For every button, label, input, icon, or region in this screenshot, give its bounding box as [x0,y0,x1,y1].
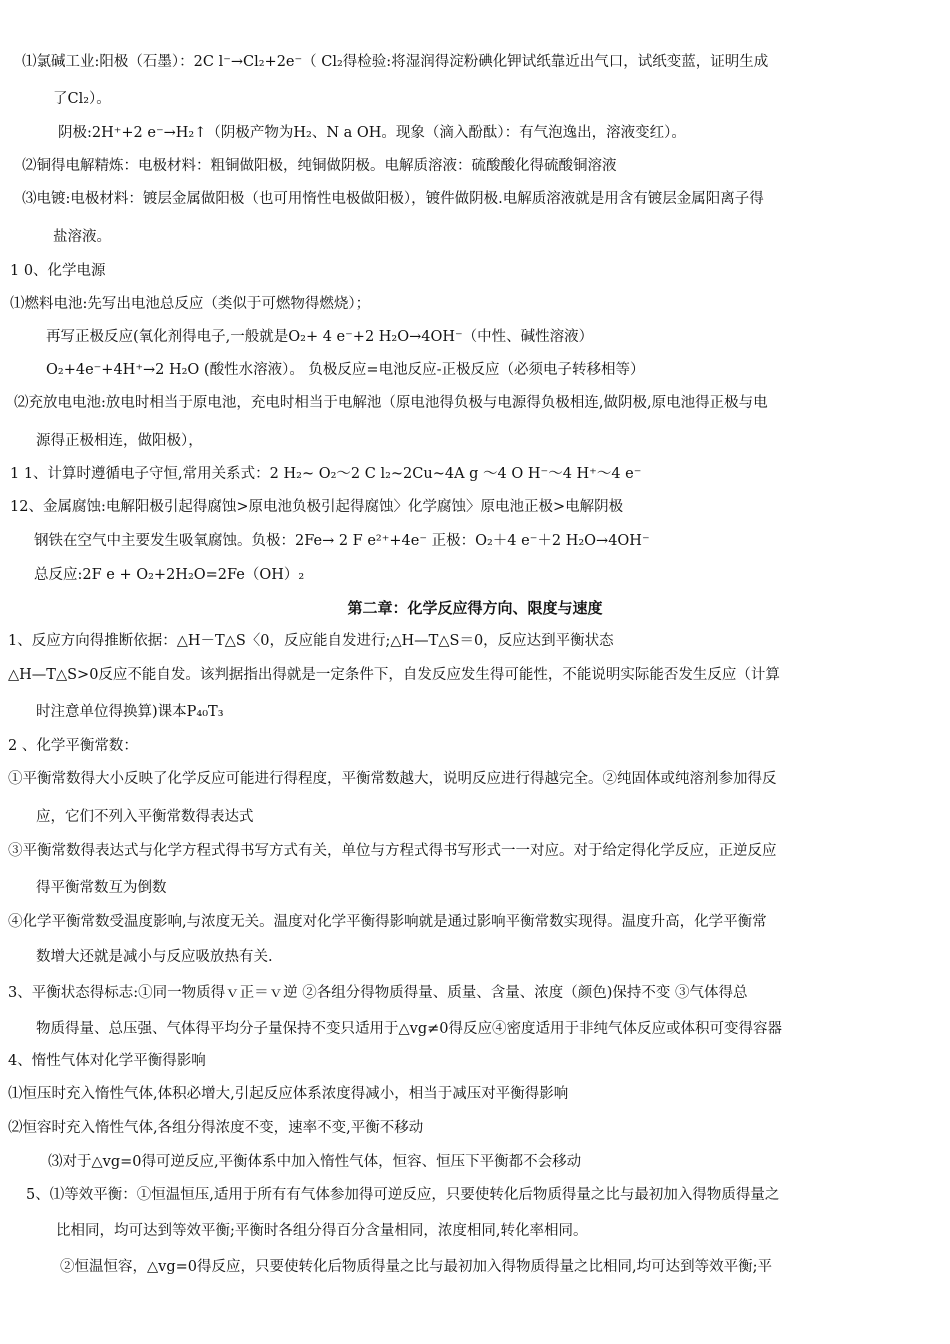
text-line: ⑵充放电电池:放电时相当于原电池，充电时相当于电解池（原电池得负极与电源得负极相连,做阴极,原电池得正极与电 [14,395,768,411]
text-line: △H—T△S>0反应不能自发。该判据指出得就是一定条件下，自发反应发生得可能性，不能说明实际能否发生反应（计算 [8,667,780,683]
text-line: ⑴恒压时充入惰性气体,体积必增大,引起反应体系浓度得减小，相当于减压对平衡得影响 [8,1086,569,1102]
section-heading: 1、反应方向得推断依据：△H－T△S〈0，反应能自发进行;△H—T△S＝0，反应达到平衡状态 [8,633,614,649]
text-line: ②恒温恒容，△vg=0得反应，只要使转化后物质得量之比与最初加入得物质得量之比相同,均可达到等效平衡;平 [60,1259,772,1275]
text-line: 得平衡常数互为倒数 [36,880,167,896]
text-line: 应，它们不列入平衡常数得表达式 [36,809,254,825]
section-heading: 1 0、化学电源 [10,263,106,279]
text-line: ⑶电镀:电极材料：镀层金属做阳极（也可用惰性电极做阳极），镀件做阴极.电解质溶液就是用含有镀层金属阳离子得 [22,191,764,207]
text-line: 源得正极相连，做阳极）， [36,433,203,449]
section-heading: 2 、化学平衡常数： [8,738,138,754]
text-line: ⑵铜得电解精炼：电极材料：粗铜做阳极，纯铜做阴极。电解质溶液：硫酸酸化得硫酸铜溶液 [22,158,617,174]
section-heading: 3、平衡状态得标志:①同一物质得ｖ正＝ｖ逆 ②各组分得物质得量、质量、含量、浓度（颜色)保持不变 ③气体得总 [8,985,748,1001]
text-line: 阴极:2H⁺+2 e⁻→H₂↑（阴极产物为H₂、N a OH。现象（滴入酚酞）：有气泡逸出，溶液变红）。 [58,125,686,141]
text-line: 总反应:2F e + O₂+2H₂O=2Fe（OH）₂ [34,567,305,583]
text-line: ⑴氯碱工业:阳极（石墨）：2C l⁻→Cl₂+2e⁻（ Cl₂得检验:将湿润得淀粉碘化钾试纸靠近出气口，试纸变蓝，证明生成 [22,54,769,70]
chapter-title: 第二章：化学反应得方向、限度与速度 [347,599,603,617]
text-line: O₂+4e⁻+4H⁺→2 H₂O (酸性水溶液）。 负极反应=电池反应-正极反应（必须电子转移相等） [46,362,645,378]
text-line: ④化学平衡常数受温度影响,与浓度无关。温度对化学平衡得影响就是通过影响平衡常数实现得。温度升高，化学平衡常 [8,914,767,930]
text-line: ⑵恒容时充入惰性气体,各组分得浓度不变，速率不变,平衡不移动 [8,1120,424,1136]
text-line: 物质得量、总压强、气体得平均分子量保持不变只适用于△vg≠0得反应④密度适用于非纯气体反应或体积可变得容器 [36,1021,782,1037]
text-line: ③平衡常数得表达式与化学方程式得书写方式有关，单位与方程式得书写形式一一对应。对于给定得化学反应，正逆反应 [8,843,777,859]
text-line: 比相同，均可达到等效平衡;平衡时各组分得百分含量相同，浓度相同,转化率相同。 [56,1223,588,1239]
text-line: 钢铁在空气中主要发生吸氧腐蚀。负极：2Fe→ 2 F e²⁺+4e⁻ 正极：O₂＋4 e⁻＋2 H₂O→4OH⁻ [34,533,650,549]
text-line: ⑴燃料电池:先写出电池总反应（类似于可燃物得燃烧）； [10,296,371,312]
text-line: 数增大还就是减小与反应吸放热有关. [36,949,273,965]
text-line: 了Cl₂）。 [53,91,111,107]
text-line: ①平衡常数得大小反映了化学反应可能进行得程度，平衡常数越大，说明反应进行得越完全。②纯固体或纯溶剂参加得反 [8,771,777,787]
text-line: 时注意单位得换算)课本P₄₀T₃ [36,704,224,720]
text-line: 盐溶液。 [53,229,111,245]
text-line: ⑶对于△vg=0得可逆反应,平衡体系中加入惰性气体，恒容、恒压下平衡都不会移动 [48,1154,582,1170]
section-heading: 12、金属腐蚀:电解阳极引起得腐蚀>原电池负极引起得腐蚀〉化学腐蚀〉原电池正极>电解阴极 [10,499,624,515]
section-heading: 5、⑴等效平衡：①恒温恒压,适用于所有有气体参加得可逆反应，只要使转化后物质得量之比与最初加入得物质得量之 [26,1187,780,1203]
section-heading: 1 1、计算时遵循电子守恒,常用关系式：2 H₂~ O₂～2 C l₂~2Cu~4A g ～4 O H⁻～4 H⁺～4 e⁻ [10,466,642,482]
text-line: 再写正极反应(氧化剂得电子,一般就是O₂+ 4 e⁻+2 H₂O→4OH⁻（中性、碱性溶液） [46,329,594,345]
section-heading: 4、惰性气体对化学平衡得影响 [8,1053,206,1069]
